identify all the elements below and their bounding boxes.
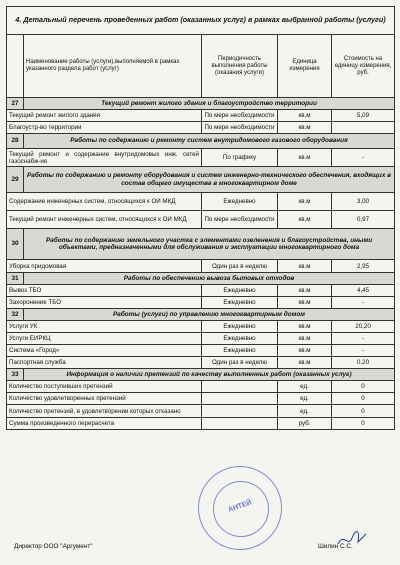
company-stamp bbox=[198, 466, 282, 550]
table-row bbox=[7, 357, 395, 369]
row-name: Содержание инженерных систем, относящихся к ОИ МКД bbox=[7, 193, 202, 211]
table-row bbox=[7, 211, 395, 229]
section-title: Работы по содержанию и ремонту систем внутридомового газового оборудования bbox=[24, 134, 395, 149]
header-num bbox=[7, 35, 24, 98]
row-name: Количество претензий, в удовлетворении которых отказано bbox=[7, 405, 202, 418]
table-row bbox=[7, 381, 395, 393]
row-cost: 5,09 bbox=[332, 110, 395, 122]
row-period: По мере необходимости bbox=[202, 211, 278, 229]
table-row bbox=[7, 285, 395, 297]
row-period: По мере необходимости bbox=[202, 110, 278, 122]
section-title: Текущий ремонт жилого здания и благоустройство территории bbox=[24, 98, 395, 110]
table-title: 4. Детальный перечень проведенных работ (оказанных услуг) в рамках выбранной работы (услуги) bbox=[7, 7, 395, 35]
row-period: Один раз в неделю bbox=[202, 260, 278, 273]
header-unit: Единица измерения bbox=[278, 35, 332, 98]
row-name: Благоустр-во территории bbox=[7, 122, 202, 134]
row-unit: кв.м bbox=[278, 193, 332, 211]
row-cost: 0,20 bbox=[332, 357, 395, 369]
row-name: Вывоз ТБО bbox=[7, 285, 202, 297]
table-row bbox=[7, 393, 395, 405]
row-period: Ежедневно bbox=[202, 333, 278, 345]
section-number: 29 bbox=[7, 167, 24, 193]
row-cost bbox=[332, 122, 395, 134]
row-name: Уборка придомовая bbox=[7, 260, 202, 273]
row-unit: кв.м bbox=[278, 333, 332, 345]
row-period: Ежедневно bbox=[202, 297, 278, 309]
table-row bbox=[7, 345, 395, 357]
footer-signatory: Шилин С.С. bbox=[318, 543, 353, 550]
row-cost: - bbox=[332, 333, 395, 345]
row-unit: ед. bbox=[278, 393, 332, 405]
row-unit: руб. bbox=[278, 418, 332, 430]
table-row bbox=[7, 418, 395, 430]
row-unit: кв.м bbox=[278, 260, 332, 273]
section-title: Работы по содержанию и ремонту оборудования и систем инженерно-технического обеспечения, входящих в состав общего имущества в многоквартирном доме bbox=[24, 167, 395, 193]
table-row bbox=[7, 321, 395, 333]
header-cost: Стоимость на единицу измерения, руб. bbox=[332, 35, 395, 98]
table-row bbox=[7, 193, 395, 211]
section-row bbox=[7, 273, 395, 285]
row-period bbox=[202, 405, 278, 418]
row-unit: кв.м bbox=[278, 110, 332, 122]
section-number: 27 bbox=[7, 98, 24, 110]
row-name: Текущий ремонт жилого здания bbox=[7, 110, 202, 122]
table-title-row bbox=[7, 7, 395, 35]
row-unit: кв.м bbox=[278, 321, 332, 333]
row-period: Ежедневно bbox=[202, 285, 278, 297]
row-cost: 0 bbox=[332, 381, 395, 393]
section-number: 33 bbox=[7, 369, 24, 381]
row-name: Количество поступивших претензий bbox=[7, 381, 202, 393]
row-name: Услуги УК bbox=[7, 321, 202, 333]
row-unit: ед. bbox=[278, 405, 332, 418]
row-cost: 3,00 bbox=[332, 193, 395, 211]
row-name: Текущий ремонт инженерных систем, относящихся к ОИ МКД bbox=[7, 211, 202, 229]
section-number: 31 bbox=[7, 273, 24, 285]
row-unit: кв.м bbox=[278, 357, 332, 369]
row-name: Система «Город» bbox=[7, 345, 202, 357]
table-row bbox=[7, 260, 395, 273]
table-row bbox=[7, 149, 395, 167]
row-name: Услуги ЕИРКЦ bbox=[7, 333, 202, 345]
section-number: 28 bbox=[7, 134, 24, 149]
table-row bbox=[7, 122, 395, 134]
row-period: Ежедневно bbox=[202, 193, 278, 211]
section-title: Работы (услуги) по управлению многоквартирным домом bbox=[24, 309, 395, 321]
section-row bbox=[7, 134, 395, 149]
section-title: Работы по содержанию земельного участка с элементами озеленения и благоустройства, иными объектами, предназначенными для обслуживания и эксплуатации многоквартирного дома bbox=[24, 229, 395, 260]
row-unit: ед. bbox=[278, 381, 332, 393]
row-cost: 2,95 bbox=[332, 260, 395, 273]
row-cost: 20,20 bbox=[332, 321, 395, 333]
works-table bbox=[6, 6, 395, 430]
row-cost: - bbox=[332, 297, 395, 309]
row-period: По мере необходимости bbox=[202, 122, 278, 134]
section-title: Работы по обеспечению вывоза бытовых отходов bbox=[24, 273, 395, 285]
section-row bbox=[7, 369, 395, 381]
row-cost: 0 bbox=[332, 393, 395, 405]
row-name: Сумма произведенного перерасчета bbox=[7, 418, 202, 430]
row-unit: кв.м bbox=[278, 149, 332, 167]
row-period bbox=[202, 418, 278, 430]
row-name: Текущий ремонт и содержание внутридомовых инж. сетей газоснабж-ия bbox=[7, 149, 202, 167]
header-period: Периодичность выполнения работы (оказания услуги) bbox=[202, 35, 278, 98]
header-name: Наименование работы (услуги),выполняемой в рамках указанного раздела работ (услуг) bbox=[24, 35, 202, 98]
section-title: Информация о наличии претензий по качеству выполненных работ (оказанных услуг) bbox=[24, 369, 395, 381]
row-unit: кв.м bbox=[278, 345, 332, 357]
section-number: 30 bbox=[7, 229, 24, 260]
row-cost: - bbox=[332, 149, 395, 167]
section-row bbox=[7, 229, 395, 260]
section-row bbox=[7, 98, 395, 110]
row-period: Ежедневно bbox=[202, 321, 278, 333]
table-row bbox=[7, 110, 395, 122]
row-cost: 0 bbox=[332, 405, 395, 418]
section-row bbox=[7, 309, 395, 321]
row-period bbox=[202, 381, 278, 393]
row-name: Количество удовлетворенных претензий bbox=[7, 393, 202, 405]
row-unit: кв.м bbox=[278, 211, 332, 229]
table-row bbox=[7, 333, 395, 345]
row-cost: 0 bbox=[332, 418, 395, 430]
table-row bbox=[7, 297, 395, 309]
header-row bbox=[7, 35, 395, 98]
footer-position: Директор ООО "Аргумент" bbox=[14, 543, 93, 550]
row-cost: - bbox=[332, 345, 395, 357]
row-cost: 0,97 bbox=[332, 211, 395, 229]
section-row bbox=[7, 167, 395, 193]
row-unit: кв.м bbox=[278, 297, 332, 309]
row-name: Паспортная служба bbox=[7, 357, 202, 369]
row-period: Один раз в неделю bbox=[202, 357, 278, 369]
row-name: Захоронение ТБО bbox=[7, 297, 202, 309]
row-period: Ежедневно bbox=[202, 345, 278, 357]
section-number: 32 bbox=[7, 309, 24, 321]
row-period: По графику bbox=[202, 149, 278, 167]
row-unit: кв.м bbox=[278, 285, 332, 297]
table-row bbox=[7, 405, 395, 418]
stamp-text: АНТЕЙ bbox=[227, 499, 253, 514]
row-unit: кв.м bbox=[278, 122, 332, 134]
row-cost: 4,45 bbox=[332, 285, 395, 297]
row-period bbox=[202, 393, 278, 405]
